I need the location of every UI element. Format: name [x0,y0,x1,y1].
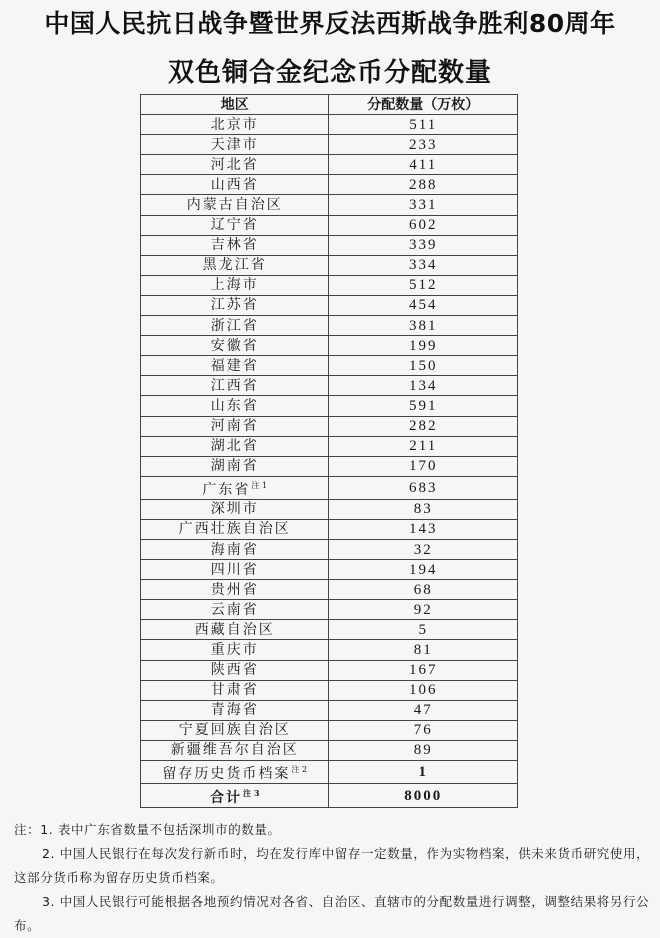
table-row [141,499,518,519]
table-row [141,336,518,356]
table-row [141,396,518,416]
region-cell [141,456,329,476]
region-name: 湖北省 [210,438,259,455]
region-name: 海南省 [210,541,259,558]
region-name: 内蒙古自治区 [186,197,283,214]
table-row [141,620,518,640]
region-cell [141,784,329,808]
header-quantity: 分配数量（万枚） [329,95,518,115]
title-line-1: 中国人民抗日战争暨世界反法西斯战争胜利80周年 [44,9,616,38]
quantity-cell: 76 [329,720,518,740]
quantity-cell: 150 [329,356,518,376]
quantity-cell: 68 [329,580,518,600]
header-region: 地区 [141,95,329,115]
table-row [141,456,518,476]
footnotes [14,818,654,938]
quantity-cell: 194 [329,560,518,580]
region-cell [141,155,329,175]
region-name: 合计 [210,790,243,806]
region-name: 陕西省 [210,662,259,679]
region-cell [141,539,329,559]
quantity-cell: 134 [329,376,518,396]
region-cell [141,316,329,336]
region-cell [141,580,329,600]
region-cell [141,436,329,456]
quantity-cell: 167 [329,660,518,680]
region-name: 山东省 [210,397,259,414]
table-row [141,316,518,336]
table-row [141,175,518,195]
region-name: 上海市 [210,277,259,294]
quantity-cell: 602 [329,215,518,235]
footnote-marker: 注 1 [251,480,268,490]
table-row [141,356,518,376]
table-row [141,235,518,255]
table-row [141,560,518,580]
quantity-cell: 170 [329,456,518,476]
table-row [141,660,518,680]
table-row [141,255,518,275]
region-name: 重庆市 [210,641,259,658]
region-name: 福建省 [210,357,259,374]
quantity-cell: 47 [329,700,518,720]
table-row [141,476,518,499]
region-name: 辽宁省 [210,217,259,234]
table-row [141,295,518,315]
region-cell [141,700,329,720]
region-name: 安徽省 [210,337,259,354]
region-cell [141,761,329,784]
quantity-cell: 92 [329,600,518,620]
region-name: 江苏省 [210,297,259,314]
region-name: 黑龙江省 [202,257,267,274]
footnote-1: 注：1. 表中广东省数量不包括深圳市的数量。 [14,822,281,837]
region-name: 天津市 [210,136,259,153]
region-cell [141,519,329,539]
table-row [141,761,518,784]
quantity-cell: 1 [329,761,518,784]
allocation-table [140,94,518,808]
region-cell [141,376,329,396]
table-row [141,416,518,436]
region-name: 贵州省 [210,581,259,598]
quantity-cell: 211 [329,436,518,456]
quantity-cell: 8000 [329,784,518,808]
quantity-cell: 233 [329,135,518,155]
table-row [141,784,518,808]
region-cell [141,680,329,700]
footnote-marker: 注 2 [291,765,308,774]
footnote-3: 3. 中国人民银行可能根据各地预约情况对各省、自治区、直辖市的分配数量进行调整，调整结果将另行公布。 [14,894,650,933]
region-name: 甘肃省 [210,682,259,699]
region-cell [141,476,329,499]
region-cell [141,396,329,416]
title-line-2: 双色铜合金纪念币分配数量 [167,58,492,88]
region-name: 四川省 [210,561,259,578]
quantity-cell: 511 [329,115,518,135]
region-cell [141,499,329,519]
region-cell [141,275,329,295]
region-cell [141,115,329,135]
region-name: 北京市 [210,116,259,133]
table-row [141,115,518,135]
table-header-row [141,95,518,115]
quantity-cell: 334 [329,255,518,275]
region-name: 湖南省 [210,458,259,475]
quantity-cell: 288 [329,175,518,195]
quantity-cell: 381 [329,316,518,336]
region-name: 浙江省 [210,317,259,334]
region-name: 新疆维吾尔自治区 [170,742,299,759]
table-row [141,720,518,740]
region-cell [141,195,329,215]
region-cell [141,416,329,436]
quantity-cell: 81 [329,640,518,660]
quantity-cell: 282 [329,416,518,436]
table-row [141,135,518,155]
quantity-cell: 331 [329,195,518,215]
region-cell [141,640,329,660]
table-row [141,640,518,660]
region-cell [141,560,329,580]
table-row [141,680,518,700]
region-cell [141,175,329,195]
table-row [141,600,518,620]
region-cell [141,620,329,640]
quantity-cell: 512 [329,275,518,295]
region-cell [141,215,329,235]
table-row [141,539,518,559]
quantity-cell: 411 [329,155,518,175]
quantity-cell: 89 [329,740,518,760]
quantity-cell: 106 [329,680,518,700]
region-name: 云南省 [210,601,259,618]
table-row [141,215,518,235]
quantity-cell: 83 [329,499,518,519]
region-name: 深圳市 [210,501,259,518]
region-cell [141,600,329,620]
region-name: 河北省 [210,156,259,173]
region-cell [141,235,329,255]
table-row [141,155,518,175]
table-row [141,195,518,215]
region-name: 广西壮族自治区 [178,521,291,538]
region-cell [141,295,329,315]
quantity-cell: 454 [329,295,518,315]
quantity-cell: 683 [329,476,518,499]
quantity-cell: 5 [329,620,518,640]
footnote-marker: 注 3 [243,788,260,798]
quantity-cell: 199 [329,336,518,356]
region-cell [141,336,329,356]
table-row [141,275,518,295]
region-cell [141,135,329,155]
table-row [141,700,518,720]
region-name: 河南省 [210,418,259,435]
region-name: 宁夏回族自治区 [178,722,291,739]
region-name: 山西省 [210,176,259,193]
table-row [141,519,518,539]
region-cell [141,720,329,740]
region-cell [141,356,329,376]
region-cell [141,660,329,680]
quantity-cell: 339 [329,235,518,255]
region-name: 留存历史货币档案 [162,766,291,782]
footnote-2: 2. 中国人民银行在每次发行新币时，均在发行库中留存一定数量，作为实物档案，供未来货币研究使用，这部分货币称为留存历史货币档案。 [14,846,650,885]
region-cell [141,255,329,275]
region-name: 青海省 [210,702,259,719]
quantity-cell: 591 [329,396,518,416]
quantity-cell: 143 [329,519,518,539]
table-row [141,740,518,760]
region-cell [141,740,329,760]
region-name: 江西省 [210,377,259,394]
region-name: 广东省 [202,481,251,498]
table-row [141,436,518,456]
table-row [141,376,518,396]
quantity-cell: 32 [329,539,518,559]
region-name: 西藏自治区 [194,621,275,638]
table-row [141,580,518,600]
region-name: 吉林省 [210,237,259,254]
